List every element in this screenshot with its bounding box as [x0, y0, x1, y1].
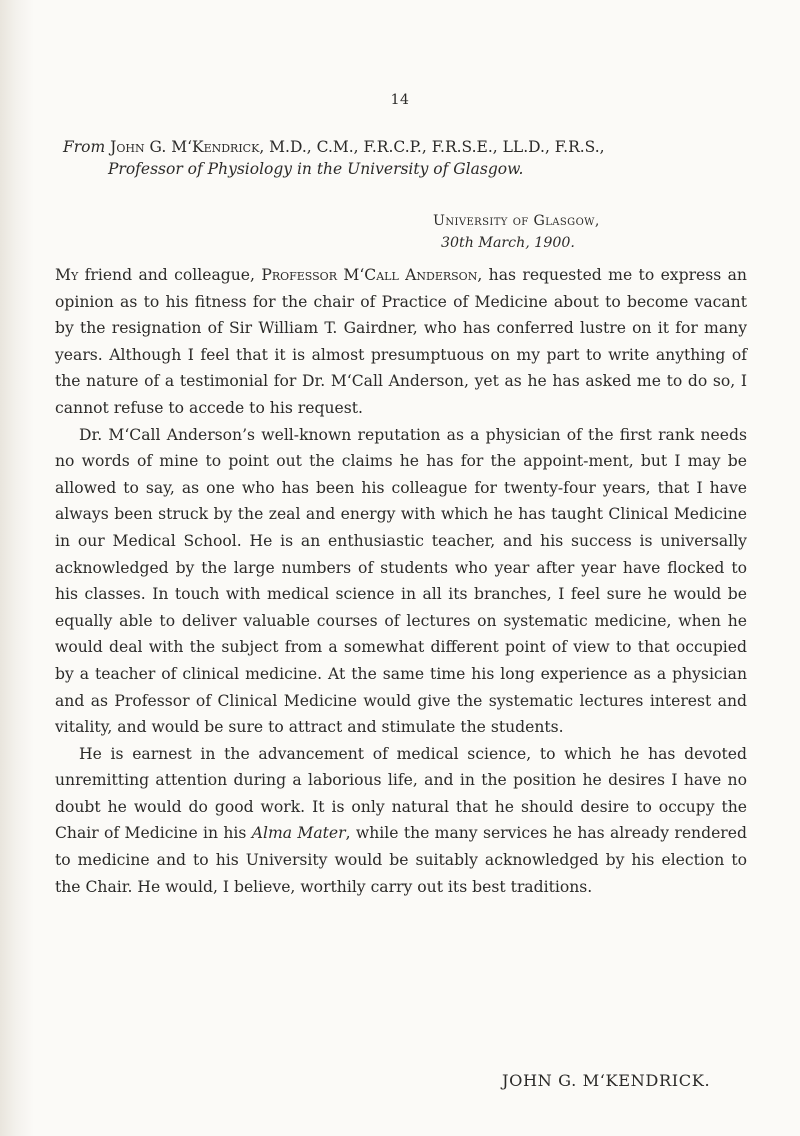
paragraph-3-text-b: , while the many services he has already rendered to medicine and to his University would be suitably acknowledged by his election to the Chair. He would, I believe, worthily carry out its best traditions. [55, 824, 747, 896]
page-binding-shadow [0, 0, 34, 1136]
paragraph-1-text-a: friend and colleague, [78, 266, 262, 284]
paragraph-3-text-a: He is earnest in the advancement of medical science, to which he has devoted unremitting attention during a laborious life, and in the position he desires I have no doubt he would do good work. It is only natural that he should desire to occupy the Chair of Medicine in his [55, 744, 747, 843]
letter [55, 136, 747, 900]
author-degrees: , M.D., C.M., F.R.C.P., F.R.S.E., LL.D., F.R.S., [259, 138, 605, 156]
dateline-place: University of Glasgow, [433, 213, 600, 229]
page-number: 14 [390, 92, 410, 108]
paragraph-1-text-b: , has requested me to express an opinion as to his fitness for the chair of Practice of Medicine about to become vacant by the resignation of Sir William T. Gairdner, who has conferred lustre on it for many years. Although I feel that it is almost presumptuous on my part to write anything of the nature of a testimonial for Dr. M‘Call Anderson, yet as he has asked me to do so, I cannot refuse to accede to his request. [55, 266, 747, 417]
letter-header-from [63, 136, 747, 158]
date-month: March, 1900. [473, 235, 575, 251]
paragraph-1 [55, 262, 747, 422]
paragraph-1-lead: My [55, 266, 79, 284]
author-name: John G. M‘Kendrick [110, 138, 260, 156]
dateline-date [433, 232, 747, 254]
from-label: From [63, 138, 106, 156]
alma-mater: Alma Mater [251, 824, 346, 843]
date-ordinal: 30th [441, 235, 474, 251]
paragraph-2: Dr. M‘Call Anderson’s well-known reputation as a physician of the first rank needs no words of mine to point out the claims he has for the appoint-ment, but I may be allowed to say, as one who has been his colleague for twenty-four years, that I have always been struck by the zeal and energy with which he has taught Clinical Medicine in our Medical School. He is an enthusiastic teacher, and his success is universally acknowledged by the large numbers of students who year after year have flocked to his classes. In touch with medical science in all its branches, I feel sure he would be equally able to deliver valuable courses of lectures on systematic medicine, when he would deal with the subject from a somewhat different point of view to that occupied by a teacher of clinical medicine. At the same time his long experience as a physician and as Professor of Clinical Medicine would give the systematic lectures interest and vitality, and would be sure to attract and stimulate the students. [55, 425, 747, 737]
dateline [433, 210, 747, 254]
professor-name: Professor M‘Call Anderson [261, 266, 478, 284]
letter-body [55, 262, 747, 900]
author-title: Professor of Physiology in the University of Glasgow. [108, 160, 524, 178]
signature: JOHN G. M‘KENDRICK. [502, 1071, 711, 1090]
paragraph-3 [55, 741, 747, 901]
